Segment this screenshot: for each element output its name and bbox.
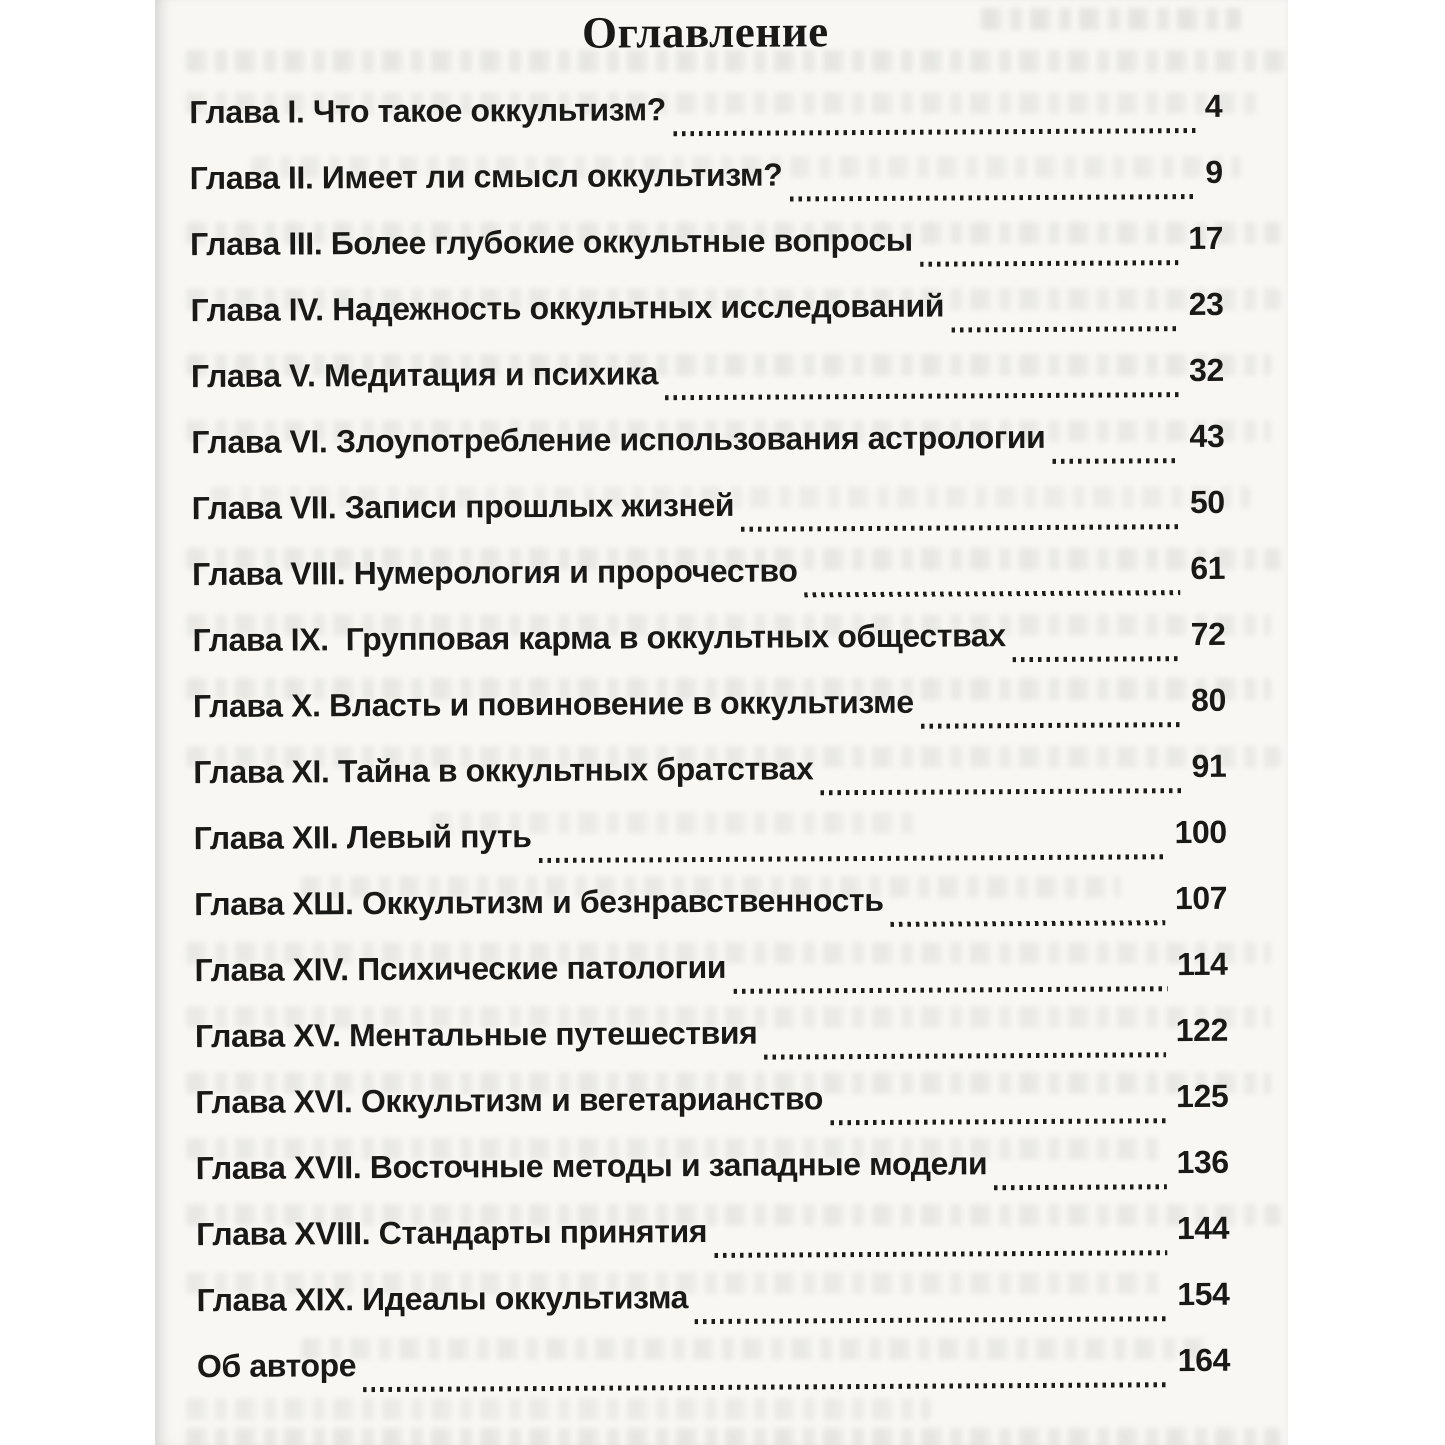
- toc-row: [195, 1078, 1228, 1150]
- toc-row: [193, 682, 1226, 754]
- dot-leader: [733, 986, 1167, 994]
- toc-row: [190, 154, 1223, 226]
- toc-entry-label: Глава IX. Групповая карма в оккультных обществах: [192, 617, 1006, 659]
- toc-row: [197, 1342, 1230, 1414]
- page-number: 91: [1191, 747, 1227, 785]
- toc-entry-label: Глава XIV. Психические патологии: [194, 948, 727, 989]
- toc-entry-label: Об авторе: [196, 1347, 357, 1385]
- toc-entry-label: Глава XVIII. Стандарты принятия: [196, 1213, 708, 1253]
- page-number: 125: [1176, 1077, 1229, 1115]
- toc-row: [190, 220, 1223, 292]
- table-of-contents: [189, 88, 1230, 1414]
- toc-entry-label: Глава XII. Левый путь: [193, 818, 532, 857]
- toc-row: [191, 352, 1224, 424]
- dot-leader: [765, 1052, 1166, 1059]
- page-number: 154: [1177, 1275, 1230, 1313]
- page-number: 9: [1205, 153, 1223, 190]
- dot-leader: [363, 1382, 1168, 1392]
- page-number: 144: [1176, 1209, 1230, 1247]
- toc-entry-label: Глава XVII. Восточные методы и западные модели: [195, 1145, 988, 1187]
- dot-leader: [921, 722, 1181, 729]
- page-number: 114: [1176, 945, 1228, 983]
- dot-leader: [539, 854, 1165, 863]
- toc-row: [191, 418, 1224, 490]
- toc-row: [189, 88, 1222, 160]
- toc-entry-label: Глава VIII. Нумерология и пророчество: [191, 552, 798, 593]
- page-number: 50: [1189, 483, 1225, 521]
- dot-leader: [714, 1250, 1167, 1258]
- dot-leader: [994, 1184, 1166, 1190]
- dot-leader: [891, 920, 1165, 927]
- toc-entry-label: Глава VI. Злоупотребление использования астрологии: [191, 418, 1046, 461]
- page-content: [152, 0, 1293, 1445]
- toc-entry-label: Глава X. Власть и повиновение в оккультизме: [192, 683, 914, 725]
- dot-leader: [1052, 458, 1179, 464]
- page-number: 72: [1190, 615, 1226, 653]
- dot-leader: [830, 1118, 1166, 1125]
- toc-entry-label: Глава XIX. Идеалы оккультизма: [196, 1279, 689, 1319]
- dot-leader: [665, 392, 1179, 400]
- toc-row: [194, 814, 1227, 886]
- toc-entry-label: Глава V. Медитация и психика: [190, 355, 659, 395]
- page-number: 80: [1190, 681, 1227, 719]
- toc-row: [195, 1012, 1228, 1084]
- toc-row: [196, 1144, 1229, 1216]
- toc-entry-label: Глава ХШ. Оккультизм и безнравственность: [194, 881, 884, 923]
- page-number: 4: [1204, 87, 1223, 124]
- page-title: Оглавление: [581, 6, 829, 58]
- toc-row: [192, 550, 1225, 622]
- toc-entry-label: Глава XV. Ментальные путешествия: [194, 1014, 758, 1055]
- page-number: 61: [1190, 549, 1226, 587]
- toc-row: [196, 1276, 1229, 1348]
- dot-leader: [790, 194, 1196, 201]
- dot-leader: [673, 128, 1195, 136]
- toc-entry-label: Глава II. Имеет ли смысл оккультизм?: [189, 156, 783, 197]
- dot-leader: [1013, 656, 1181, 662]
- dot-leader: [805, 590, 1181, 597]
- page-number: 122: [1175, 1011, 1229, 1049]
- dot-leader: [741, 524, 1180, 532]
- dot-leader: [821, 788, 1182, 795]
- toc-entry-label: Глава I. Что такое оккультизм?: [189, 91, 666, 131]
- toc-row: [196, 1210, 1229, 1282]
- page-number: 100: [1174, 813, 1227, 851]
- toc-entry-label: Глава IV. Надежность оккультных исследований: [190, 287, 945, 329]
- toc-row: [192, 616, 1225, 688]
- dot-leader: [920, 260, 1179, 267]
- dot-leader: [695, 1316, 1167, 1324]
- toc-row: [194, 946, 1227, 1018]
- toc-entry-label: Глава III. Более глубокие оккультные вопросы: [189, 221, 913, 263]
- page-number: 164: [1177, 1341, 1231, 1379]
- paper-sheet: [155, 0, 1288, 1445]
- dot-leader: [951, 326, 1179, 332]
- page-number: 32: [1188, 351, 1224, 389]
- toc-row: [194, 880, 1227, 952]
- page-number: 43: [1189, 417, 1225, 455]
- toc-row: [192, 484, 1225, 556]
- toc-entry-label: Глава XVI. Оккультизм и вегетарианство: [195, 1080, 824, 1121]
- page-number: 23: [1188, 285, 1224, 323]
- toc-entry-label: Глава XI. Тайна в оккультных братствах: [193, 750, 814, 791]
- toc-entry-label: Глава VII. Записи прошлых жизней: [191, 486, 735, 527]
- page-number: 136: [1176, 1143, 1229, 1181]
- page-number: 17: [1188, 219, 1224, 257]
- toc-row: [190, 286, 1223, 358]
- page-number: 107: [1174, 879, 1228, 917]
- toc-row: [193, 748, 1226, 820]
